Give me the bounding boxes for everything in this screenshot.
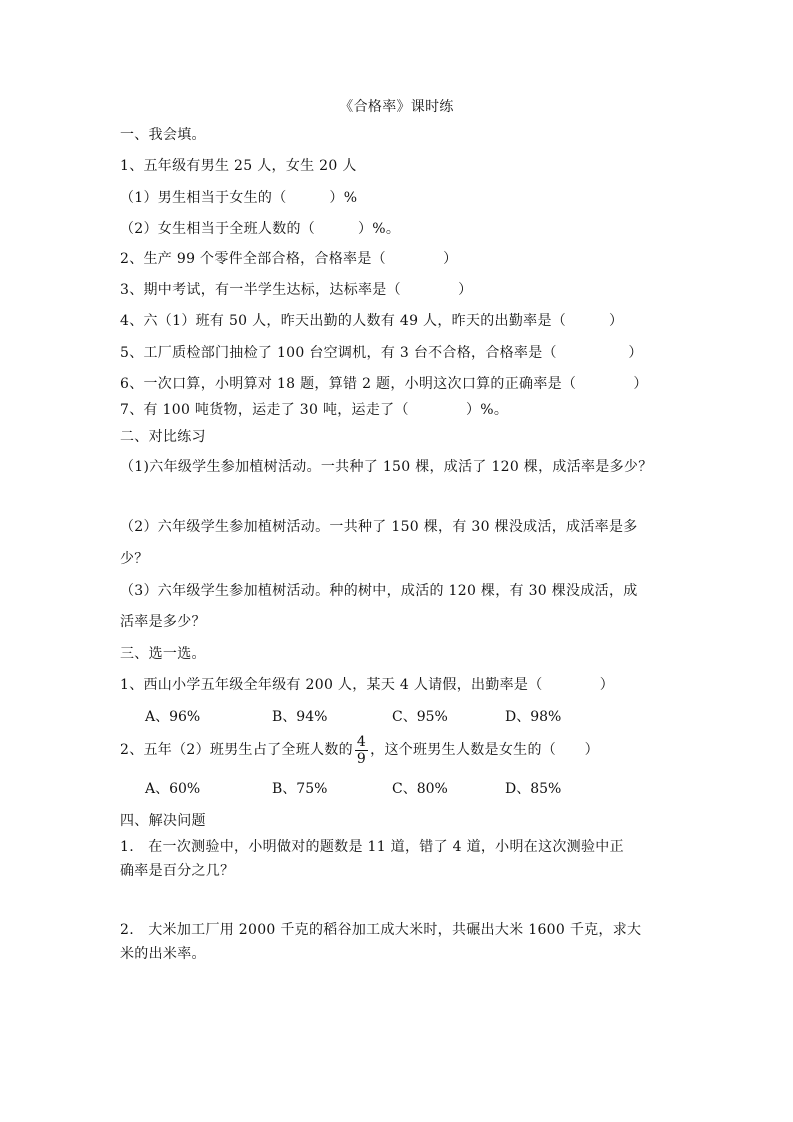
s1-question-3: 3、期中考试，有一半学生达标，达标率是（ ） <box>120 282 473 298</box>
s3-q2-option-b: B、75% <box>272 781 328 797</box>
s3-q2-option-a: A、60% <box>145 781 201 797</box>
section-2-heading: 二、对比练习 <box>120 429 206 445</box>
s2-problem-3-line-1: （3）六年级学生参加植树活动。种的树中，成活的 120 棵，有 30 棵没成活，成 <box>120 583 638 599</box>
s4-problem-1-line-2: 确率是百分之几？ <box>120 863 235 879</box>
s2-problem-1: （1)六年级学生参加植树活动。一共种了 150 棵，成活了 120 棵，成活率是多少？ <box>120 459 653 475</box>
s4-problem-2-line-2: 米的出米率。 <box>120 946 206 962</box>
s1-question-5: 5、工厂质检部门抽检了 100 台空调机，有 3 台不合格，合格率是（ ） <box>120 345 643 361</box>
s2-problem-2-line-1: （2）六年级学生参加植树活动。一共种了 150 棵，有 30 棵没成活，成活率是多 <box>120 519 638 535</box>
fraction-denominator: 9 <box>356 750 367 767</box>
s3-question-2 <box>120 733 599 767</box>
s3-q2-text-after: ，这个班男生人数是女生的（ ） <box>370 742 599 758</box>
s3-q1-option-b: B、94% <box>272 709 328 725</box>
s1-question-4: 4、六（1）班有 50 人，昨天出勤的人数有 49 人，昨天的出勤率是（ ） <box>120 313 624 329</box>
s3-q2-option-d: D、85% <box>505 781 562 797</box>
s3-question-1: 1、西山小学五年级全年级有 200 人，某天 4 人请假，出勤率是（ ） <box>120 677 615 693</box>
s1-question-1b: （2）女生相当于全班人数的（ ）%。 <box>120 221 401 237</box>
s4-problem-1-line-1: 1. 在一次测验中，小明做对的题数是 11 道，错了 4 道，小明在这次测验中正 <box>120 839 624 855</box>
s4-problem-2-line-1: 2. 大米加工厂用 2000 千克的稻谷加工成大米时，共碾出大米 1600 千克，求大 <box>120 922 642 938</box>
section-4-heading: 四、解决问题 <box>120 813 206 829</box>
s3-q1-option-a: A、96% <box>145 709 201 725</box>
s1-question-6: 6、一次口算，小明算对 18 题，算错 2 题，小明这次口算的正确率是（ ） <box>120 376 648 392</box>
s1-question-1a: （1）男生相当于女生的（ ）% <box>120 190 358 206</box>
s1-question-2: 2、生产 99 个零件全部合格，合格率是（ ） <box>120 251 458 267</box>
s2-problem-2-line-2: 少？ <box>120 551 149 567</box>
s3-q1-option-d: D、98% <box>505 709 562 725</box>
s1-question-7: 7、有 100 吨货物，运走了 30 吨，运走了（ ）%。 <box>120 402 509 418</box>
section-1-heading: 一、我会填。 <box>120 127 206 143</box>
page-title: 《合格率》课时练 <box>339 99 454 115</box>
s3-q1-option-c: C、95% <box>392 709 448 725</box>
fraction-numerator: 4 <box>356 733 367 750</box>
s3-q2-text-before: 2、五年（2）班男生占了全班人数的 <box>120 742 353 758</box>
s2-problem-3-line-2: 活率是多少？ <box>120 614 206 630</box>
s1-question-1: 1、五年级有男生 25 人，女生 20 人 <box>120 158 357 174</box>
fraction <box>355 734 368 767</box>
section-3-heading: 三、选一选。 <box>120 646 206 662</box>
s3-q2-option-c: C、80% <box>392 781 448 797</box>
